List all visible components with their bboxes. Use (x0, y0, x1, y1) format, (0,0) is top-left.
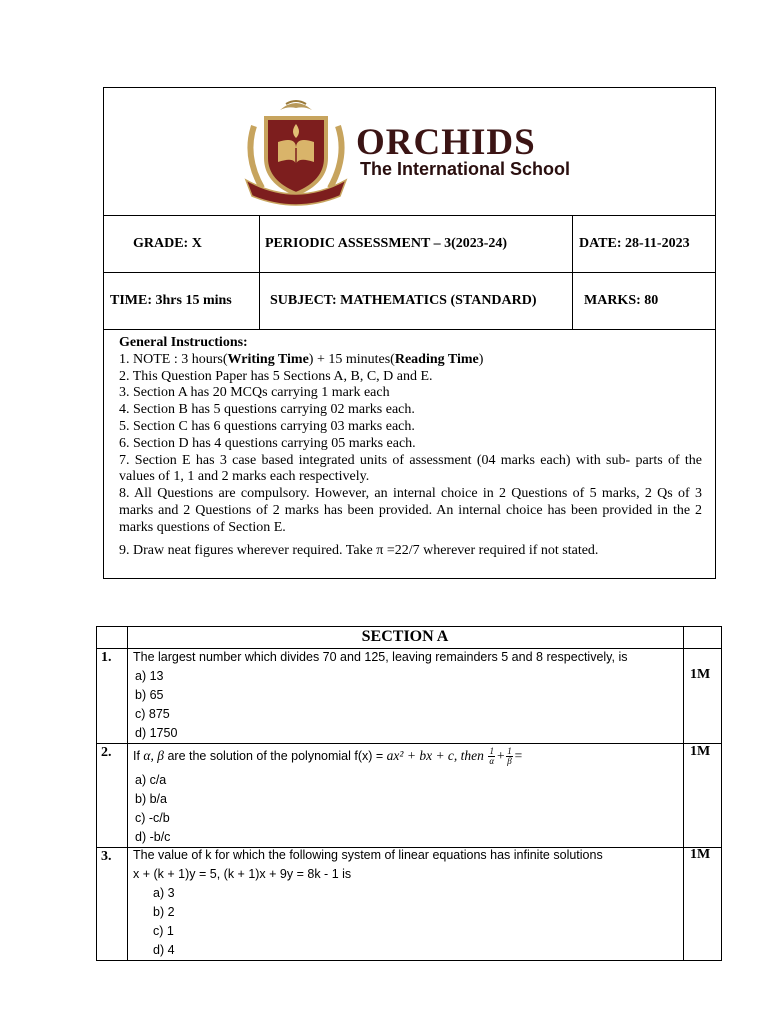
logo-row (104, 88, 715, 216)
question-2 (133, 745, 523, 847)
time-label: TIME: 3hrs 15 mins (110, 292, 232, 308)
brand-name: ORCHIDS (356, 122, 536, 163)
option-d: d) 1750 (135, 726, 178, 740)
assessment-label: PERIODIC ASSESSMENT – 3(2023-24) (265, 235, 508, 251)
section-title: SECTION A (361, 628, 449, 645)
brand-subtitle: The International School (360, 159, 571, 179)
option-b: b) b/a (135, 792, 167, 806)
question-text: If α, β are the solution of the polynomial f(x) = ax² + bx + c, then $\frac{1}{\alpha}$ + $\frac{1}{\beta}$ = (133, 746, 523, 767)
instruction-9: 9. Draw neat figures wherever required. Take π =22/7 wherever required if not stated. (119, 542, 599, 558)
instruction-8: 8. All Questions are compulsory. However, an internal choice in 2 Questions of 5 marks, 2 Qs of 3 marks and 2 Questions of 2 marks has been provided. An internal choice has been provided in the 2 marks questions of Section E. (119, 486, 702, 535)
section-a-table (96, 626, 722, 961)
row-divider (97, 743, 721, 744)
option-c: c) 875 (135, 707, 170, 721)
info-row-time (104, 272, 715, 330)
instruction-1: 1. NOTE : 3 hours(Writing Time) + 15 minutes(Reading Time) (119, 351, 484, 367)
option-c: c) 1 (153, 924, 174, 938)
question-marks: 1M (690, 667, 711, 682)
question-number: 1. (101, 650, 112, 665)
divider (259, 272, 260, 329)
instruction-3: 3. Section A has 20 MCQs carrying 1 mark each (119, 385, 390, 401)
column-divider (127, 627, 128, 960)
option-b: b) 65 (135, 688, 164, 702)
option-a: a) c/a (135, 773, 167, 787)
question-text: The value of k for which the following system of linear equations has infinite solutions (133, 848, 603, 862)
option-a: a) 13 (135, 669, 164, 683)
column-divider (683, 627, 684, 960)
option-b: b) 2 (153, 905, 175, 919)
question-marks: 1M (690, 847, 711, 862)
question-3 (133, 846, 603, 960)
question-marks: 1M (690, 744, 711, 759)
marks-label: MARKS: 80 (584, 292, 659, 308)
divider (572, 215, 573, 272)
divider (259, 215, 260, 272)
option-c: c) -c/b (135, 811, 170, 825)
question-text: The largest number which divides 70 and 125, leaving remainders 5 and 8 respectively, is (133, 650, 628, 664)
instructions-title: General Instructions: (119, 335, 248, 350)
subject-label: SUBJECT: MATHEMATICS (STANDARD) (270, 292, 537, 308)
instruction-5: 5. Section C has 6 questions carrying 03 marks each. (119, 418, 415, 434)
instruction-2: 2. This Question Paper has 5 Sections A, B, C, D and E. (119, 368, 433, 384)
instruction-7: 7. Section E has 3 case based integrated units of assessment (04 marks each) with sub- parts of the values of 1, 1 and 2 marks each respectively. (119, 452, 702, 485)
question-number: 2. (101, 745, 112, 760)
question-equation: x + (k + 1)y = 5, (k + 1)x + 9y = 8k - 1 is (133, 867, 352, 881)
option-a: a) 3 (153, 886, 175, 900)
general-instructions (104, 329, 715, 579)
question-1 (133, 648, 627, 743)
school-crest-logo (240, 96, 352, 208)
instruction-6: 6. Section D has 4 questions carrying 05 marks each. (119, 435, 416, 451)
instruction-4: 4. Section B has 5 questions carrying 02 marks each. (119, 402, 415, 418)
option-d: d) 4 (153, 943, 175, 957)
info-row-grade (104, 215, 715, 273)
fraction-one-over-alpha: $\frac{1}{\alpha}$ (489, 746, 495, 767)
divider (572, 272, 573, 329)
question-number: 3. (101, 849, 112, 864)
grade-label: GRADE: X (133, 235, 202, 251)
header-box (103, 87, 716, 579)
fraction-one-over-beta: $\frac{1}{\beta}$ (507, 746, 512, 767)
date-label: DATE: 28-11-2023 (579, 235, 690, 251)
option-d: d) -b/c (135, 830, 171, 844)
